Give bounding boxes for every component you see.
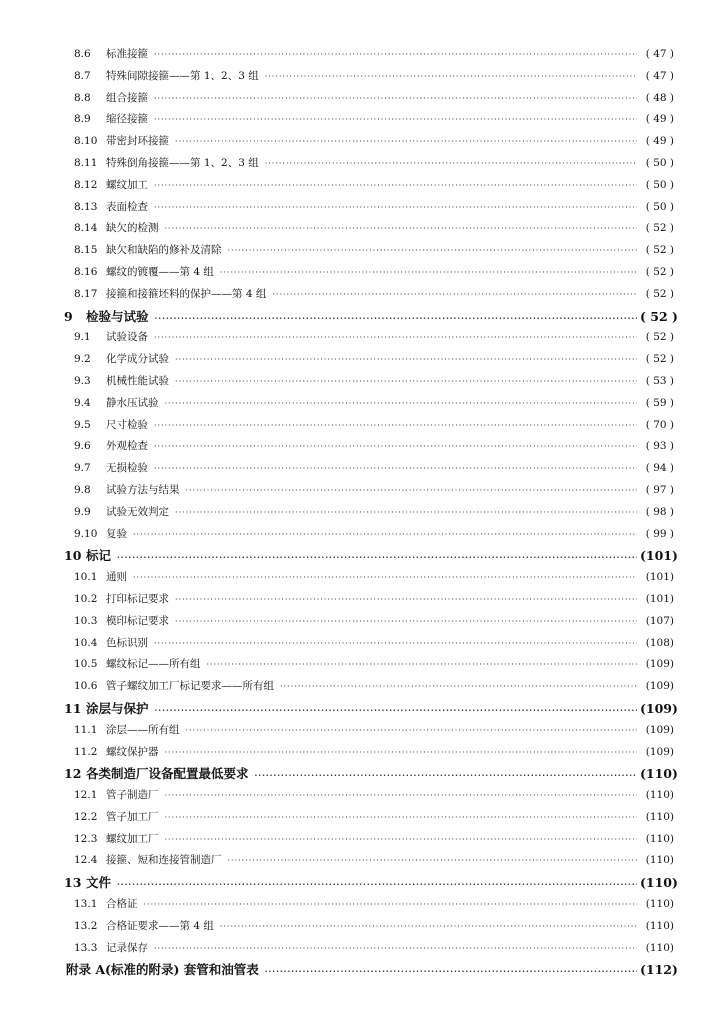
- toc-entry-number: 12.3: [74, 832, 98, 845]
- dot-leader: [228, 850, 638, 872]
- toc-entry-page: ( 47 ): [645, 48, 674, 60]
- toc-subsection-row: [64, 240, 674, 262]
- toc-entry-page: ( 99 ): [645, 527, 674, 540]
- dot-leader: [165, 742, 638, 764]
- toc-entry-number: 9.9: [74, 505, 91, 518]
- dot-leader: [154, 633, 637, 655]
- toc-entry-page: (109): [645, 658, 674, 671]
- toc-subsection-row: [64, 938, 674, 960]
- toc-subsection-row: [64, 88, 674, 110]
- dot-leader: [154, 415, 637, 437]
- toc-entry-number: 10.6: [74, 680, 98, 693]
- toc-entry-title: 螺纹加工厂: [106, 832, 159, 845]
- toc-entry-number: 9.2: [74, 353, 91, 366]
- dot-leader: [265, 961, 637, 983]
- toc-entry-title: 组合接箍: [106, 91, 148, 104]
- toc-subsection-row: [64, 567, 674, 589]
- toc-subsection-row: [64, 262, 674, 284]
- toc-subsection-row: [64, 676, 674, 698]
- dot-leader: [154, 44, 637, 66]
- toc-entry-number: 9: [64, 308, 73, 324]
- toc-entry-number: 9.3: [74, 374, 91, 387]
- table-of-contents: [64, 44, 678, 981]
- toc-subsection-row: [64, 785, 674, 807]
- dot-leader: [220, 916, 637, 938]
- dot-leader: [220, 262, 637, 284]
- toc-entry-page: ( 52 ): [645, 244, 674, 257]
- toc-subsection-row: [64, 371, 674, 393]
- dot-leader: [265, 153, 637, 175]
- toc-entry-title: 试验方法与结果: [106, 483, 180, 496]
- toc-entry-page: ( 94 ): [645, 462, 674, 475]
- toc-subsection-row: [64, 131, 674, 153]
- toc-entry-title: 特殊倒角接箍——第 1、2、3 组: [106, 156, 259, 169]
- dot-leader: [175, 589, 637, 611]
- toc-entry-title: 机械性能试验: [106, 374, 169, 387]
- toc-entry-number: 8.15: [74, 244, 98, 257]
- toc-entry-page: (108): [645, 636, 674, 649]
- toc-subsection-row: [64, 850, 674, 872]
- dot-leader: [165, 393, 638, 415]
- toc-entry-title: 管子加工厂: [106, 810, 159, 823]
- toc-entry-number: 8.14: [74, 222, 98, 235]
- toc-entry-number: 11.2: [74, 745, 98, 758]
- toc-entry-title: 管子螺纹加工厂标记要求——所有组: [106, 680, 274, 693]
- toc-entry-number: 8.9: [74, 113, 91, 126]
- toc-entry-page: ( 50 ): [645, 178, 674, 191]
- toc-entry-number: 10.4: [74, 636, 98, 649]
- toc-entry-number: 13.1: [74, 898, 98, 911]
- toc-entry-number: 8.12: [74, 178, 98, 191]
- toc-entry-title: 外观检查: [106, 440, 148, 453]
- dot-leader: [255, 765, 637, 787]
- toc-entry-page: ( 52 ): [645, 222, 674, 235]
- dot-leader: [133, 567, 637, 589]
- dot-leader: [154, 458, 637, 480]
- toc-subsection-row: [64, 197, 674, 219]
- dot-leader: [154, 88, 637, 110]
- dot-leader: [186, 720, 638, 742]
- dot-leader: [165, 829, 638, 851]
- toc-entry-page: ( 52 ): [645, 353, 674, 366]
- toc-subsection-row: [64, 611, 674, 633]
- toc-entry-page: ( 50 ): [645, 200, 674, 213]
- toc-entry-page: (109): [645, 680, 674, 693]
- dot-leader: [175, 131, 637, 153]
- toc-section-row: [64, 698, 678, 720]
- toc-entry-page: (107): [645, 614, 674, 627]
- toc-subsection-row: [64, 66, 674, 88]
- toc-entry-page: ( 97 ): [645, 483, 674, 496]
- dot-leader: [272, 284, 637, 306]
- toc-subsection-row: [64, 327, 674, 349]
- toc-entry-page: (101): [640, 548, 678, 564]
- toc-entry-page: (110): [645, 854, 674, 867]
- toc-subsection-row: [64, 829, 674, 851]
- toc-entry-title: 缩径接箍: [106, 113, 148, 126]
- toc-entry-title: 合格证: [106, 898, 138, 911]
- toc-entry-title: 涂层——所有组: [106, 723, 180, 736]
- toc-entry-page: (110): [645, 832, 674, 845]
- toc-entry-title: 管子制造厂: [106, 789, 159, 802]
- toc-entry-page: ( 50 ): [645, 156, 674, 169]
- toc-subsection-row: [64, 654, 674, 676]
- toc-subsection-row: [64, 742, 674, 764]
- toc-entry-page: (110): [645, 919, 674, 932]
- toc-entry-title: 缺欠和缺陷的修补及清除: [106, 244, 222, 257]
- toc-entry-title: 复验: [106, 527, 127, 540]
- toc-entry-title: 试验无效判定: [106, 505, 169, 518]
- toc-entry-page: (110): [645, 941, 674, 954]
- dot-leader: [175, 502, 637, 524]
- toc-entry-number: 8.7: [74, 69, 91, 82]
- dot-leader: [154, 436, 637, 458]
- toc-section-row: [64, 545, 678, 567]
- toc-entry-title: 标准接箍: [106, 48, 148, 60]
- toc-subsection-row: [64, 44, 674, 66]
- toc-entry-title: 化学成分试验: [106, 353, 169, 366]
- toc-section-row: [64, 872, 678, 894]
- toc-section-row: [64, 306, 678, 328]
- toc-entry-number: 9.7: [74, 462, 91, 475]
- toc-entry-page: (112): [640, 962, 678, 978]
- toc-subsection-row: [64, 436, 674, 458]
- toc-entry-number: 10: [64, 548, 82, 564]
- toc-entry-page: (110): [640, 766, 678, 782]
- toc-entry-number: 10.1: [74, 571, 98, 584]
- toc-entry-title: 附录 A(标准的附录) 套管和油管表: [66, 962, 259, 978]
- toc-subsection-row: [64, 175, 674, 197]
- toc-entry-number: 10.5: [74, 658, 98, 671]
- toc-entry-number: 9.4: [74, 396, 91, 409]
- toc-entry-number: 8.11: [74, 156, 98, 169]
- toc-entry-number: 10.2: [74, 592, 98, 605]
- toc-entry-number: 12: [64, 766, 82, 782]
- dot-leader: [228, 240, 638, 262]
- toc-entry-page: ( 47 ): [645, 69, 674, 82]
- toc-entry-title: 检验与试验: [86, 308, 149, 324]
- toc-subsection-row: [64, 480, 674, 502]
- toc-subsection-row: [64, 916, 674, 938]
- toc-subsection-row: [64, 415, 674, 437]
- toc-entry-title: 静水压试验: [106, 396, 159, 409]
- toc-entry-number: 9.1: [74, 331, 91, 344]
- toc-entry-title: 色标识别: [106, 636, 148, 649]
- toc-entry-title: 无损检验: [106, 462, 148, 475]
- toc-subsection-row: [64, 589, 674, 611]
- dot-leader: [154, 938, 637, 960]
- toc-entry-number: 8.17: [74, 287, 98, 300]
- toc-entry-page: ( 70 ): [645, 418, 674, 431]
- toc-entry-page: ( 53 ): [645, 374, 674, 387]
- dot-leader: [117, 547, 637, 569]
- toc-entry-title: 表面检查: [106, 200, 148, 213]
- toc-section-row: [64, 763, 678, 785]
- toc-entry-page: ( 52 ): [645, 331, 674, 344]
- dot-leader: [154, 197, 637, 219]
- toc-subsection-row: [64, 807, 674, 829]
- toc-subsection-row: [64, 502, 674, 524]
- toc-entry-page: ( 49 ): [645, 113, 674, 126]
- toc-entry-title: 接箍、短和连接管制造厂: [106, 854, 222, 867]
- dot-leader: [175, 349, 637, 371]
- toc-subsection-row: [64, 284, 674, 306]
- toc-entry-page: (110): [645, 898, 674, 911]
- toc-appendix-row: [64, 959, 678, 981]
- dot-leader: [117, 874, 637, 896]
- dot-leader: [133, 524, 637, 546]
- toc-entry-number: 11.1: [74, 723, 98, 736]
- toc-entry-title: 通则: [106, 571, 127, 584]
- dot-leader: [144, 894, 638, 916]
- toc-entry-number: 8.10: [74, 135, 98, 148]
- toc-entry-title: 螺纹标记——所有组: [106, 658, 201, 671]
- toc-entry-title: 模印标记要求: [106, 614, 169, 627]
- toc-entry-number: 8.8: [74, 91, 91, 104]
- toc-entry-number: 13.3: [74, 941, 98, 954]
- toc-entry-page: (110): [645, 810, 674, 823]
- toc-subsection-row: [64, 349, 674, 371]
- dot-leader: [165, 785, 638, 807]
- toc-entry-page: (109): [640, 700, 678, 716]
- toc-entry-title: 各类制造厂设备配置最低要求: [86, 766, 249, 782]
- toc-entry-page: ( 52 ): [645, 265, 674, 278]
- toc-entry-title: 带密封环接箍: [106, 135, 169, 148]
- toc-entry-number: 8.16: [74, 265, 98, 278]
- toc-entry-page: ( 52 ): [640, 308, 678, 324]
- dot-leader: [165, 807, 638, 829]
- dot-leader: [154, 175, 637, 197]
- toc-entry-page: ( 48 ): [645, 91, 674, 104]
- dot-leader: [175, 371, 637, 393]
- toc-entry-page: ( 59 ): [645, 396, 674, 409]
- toc-entry-number: 13.2: [74, 919, 98, 932]
- toc-entry-page: (109): [645, 745, 674, 758]
- toc-entry-title: 特殊间隙接箍——第 1、2、3 组: [106, 69, 259, 82]
- dot-leader: [265, 66, 637, 88]
- dot-leader: [186, 480, 638, 502]
- toc-entry-title: 标记: [86, 548, 112, 564]
- dot-leader: [165, 218, 638, 240]
- toc-entry-page: ( 52 ): [645, 287, 674, 300]
- dot-leader: [280, 676, 637, 698]
- toc-entry-number: 8.13: [74, 200, 98, 213]
- toc-entry-title: 螺纹的镀覆——第 4 组: [106, 265, 214, 278]
- toc-entry-page: (109): [645, 723, 674, 736]
- toc-entry-number: 9.5: [74, 418, 91, 431]
- toc-subsection-row: [64, 153, 674, 175]
- toc-entry-number: 9.10: [74, 527, 98, 540]
- dot-leader: [175, 611, 637, 633]
- toc-entry-title: 记录保存: [106, 941, 148, 954]
- toc-entry-number: 12.2: [74, 810, 98, 823]
- toc-subsection-row: [64, 218, 674, 240]
- toc-subsection-row: [64, 633, 674, 655]
- toc-entry-page: (110): [640, 875, 678, 891]
- toc-entry-title: 缺欠的检测: [106, 222, 159, 235]
- toc-entry-number: 9.6: [74, 440, 91, 453]
- toc-entry-title: 接箍和接箍坯料的保护——第 4 组: [106, 287, 267, 300]
- toc-subsection-row: [64, 393, 674, 415]
- toc-subsection-row: [64, 458, 674, 480]
- toc-entry-page: ( 49 ): [645, 135, 674, 148]
- toc-subsection-row: [64, 524, 674, 546]
- toc-entry-page: ( 93 ): [645, 440, 674, 453]
- toc-entry-page: (110): [645, 789, 674, 802]
- toc-entry-number: 12.1: [74, 789, 98, 802]
- toc-entry-title: 打印标记要求: [106, 592, 169, 605]
- toc-entry-title: 尺寸检验: [106, 418, 148, 431]
- dot-leader: [154, 327, 637, 349]
- dot-leader: [155, 700, 637, 722]
- toc-entry-title: 文件: [86, 875, 112, 891]
- toc-entry-number: 12.4: [74, 854, 98, 867]
- toc-entry-number: 10.3: [74, 614, 98, 627]
- toc-entry-number: 8.6: [74, 48, 91, 60]
- toc-entry-number: 9.8: [74, 483, 91, 496]
- toc-entry-title: 合格证要求——第 4 组: [106, 919, 214, 932]
- toc-entry-page: (101): [645, 592, 674, 605]
- toc-entry-title: 涂层与保护: [86, 700, 149, 716]
- toc-entry-page: ( 98 ): [645, 505, 674, 518]
- toc-entry-title: 试验设备: [106, 331, 148, 344]
- toc-subsection-row: [64, 109, 674, 131]
- toc-entry-number: 13: [64, 875, 82, 891]
- toc-entry-page: (101): [645, 571, 674, 584]
- toc-entry-number: 11: [64, 700, 82, 716]
- toc-entry-title: 螺纹加工: [106, 178, 148, 191]
- dot-leader: [207, 654, 638, 676]
- toc-entry-title: 螺纹保护器: [106, 745, 159, 758]
- toc-subsection-row: [64, 894, 674, 916]
- dot-leader: [154, 109, 637, 131]
- dot-leader: [155, 308, 637, 330]
- toc-subsection-row: [64, 720, 674, 742]
